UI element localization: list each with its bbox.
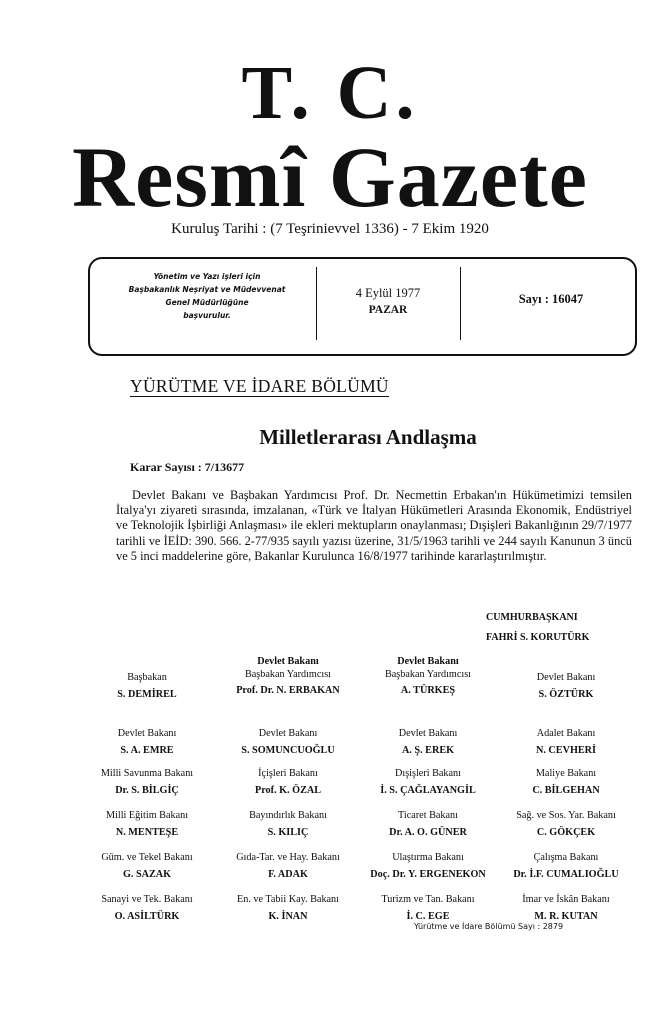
- signatory: [214, 768, 362, 797]
- signatory-name: A. Ş. EREK: [401, 744, 455, 756]
- signatory: [354, 894, 502, 923]
- signatory-name: A. TÜRKEŞ: [400, 685, 456, 696]
- signatory: [492, 768, 640, 797]
- signatory-title: Güm. ve Tekel Bakanı: [101, 852, 193, 863]
- signatory: [73, 728, 221, 757]
- signatory-title: Turizm ve Tan. Bakanı: [381, 894, 475, 905]
- signatory: [214, 852, 362, 881]
- signatory: [73, 894, 221, 923]
- signatory-name: Dr. A. O. GÜNER: [389, 826, 467, 838]
- signatory-title: Başbakan Yardımcısı: [244, 668, 332, 680]
- signatory: [214, 728, 362, 757]
- management-line: Başbakanlık Neşriyat ve Müdevvenat: [128, 285, 286, 294]
- signatory-name: S. SOMUNCUOĞLU: [241, 744, 335, 756]
- signatory-title: İmar ve İskân Bakanı: [522, 894, 610, 905]
- signatory-title: Başbakan Yardımcısı: [384, 668, 472, 680]
- masthead-title: Resmî Gazete: [72, 129, 588, 225]
- info-box-divider: [316, 267, 317, 340]
- signatory-name: Dr. İ.F. CUMALIOĞLU: [513, 868, 619, 880]
- signatory: [73, 852, 221, 881]
- signatory: [354, 852, 502, 881]
- signatory-title: Devlet Bakanı: [258, 728, 318, 739]
- signatory-name: G. SAZAK: [122, 868, 172, 880]
- signatory-name: Prof. K. ÖZAL: [254, 784, 322, 796]
- signatory: [73, 810, 221, 839]
- signatory-title: Adalet Bakanı: [536, 728, 596, 739]
- management-line: Yönetim ve Yazı işleri için: [153, 272, 261, 281]
- masthead-tc: T. C.: [241, 51, 419, 135]
- signatory-name: S. DEMİREL: [117, 688, 177, 700]
- signatory-title: Devlet Bakanı: [398, 728, 458, 739]
- signatory: [492, 672, 640, 701]
- signatory: [214, 894, 362, 923]
- signatory: [492, 894, 640, 923]
- signatory-title: İçişleri Bakanı: [258, 768, 318, 779]
- page-footer: Yürütme ve İdare Bölümü Sayı : 2879: [414, 922, 564, 931]
- signatory-name: S. KILIÇ: [267, 826, 309, 838]
- signatory-title: Çalışma Bakanı: [533, 852, 599, 863]
- signatory-name: Prof. Dr. N. ERBAKAN: [236, 685, 340, 696]
- signatory-name: N. MENTEŞE: [115, 826, 179, 838]
- signatory-name: İ. C. EGE: [406, 910, 450, 922]
- signatory-title: Maliye Bakanı: [535, 768, 597, 779]
- decision-body: Devlet Bakanı ve Başbakan Yardımcısı Prof. Dr. Necmettin Erbakan'ın Hükümetimizi temsilen İtalya'yı ziyareti sırasında, imzalanan, «Türk ve İtalyan Hükümetleri Arasında Ekonomik, Endüstriyel ve Teknolojik İşbirliği Anlaşması» ile ekleri mektupların onaylanması; Dışişleri Bakanlığının 29/7/1977 tarihli ve İEİD: 390. 566. 2-77/935 sayılı yazısı üzerine, 31/5/1963 tarihli ve 244 sayılı Kanunun 3 üncü ve 5 inci maddelerine göre, Bakanlar Kurulunca 16/8/1977 tarihinde kararlaştırılmıştır.: [116, 488, 632, 563]
- signatory-title: Gıda-Tar. ve Hay. Bakanı: [236, 852, 340, 863]
- signatory-name: O. ASİLTÜRK: [114, 910, 180, 922]
- signatory-title: Sanayi ve Tek. Bakanı: [101, 894, 193, 905]
- signatory-title: Devlet Bakanı: [536, 672, 596, 683]
- signatory-title: Sağ. ve Sos. Yar. Bakanı: [516, 810, 616, 821]
- signatory-title: Milli Savunma Bakanı: [100, 768, 194, 779]
- president-title: CUMHURBAŞKANI: [486, 612, 578, 623]
- signatory-title: Bayındırlık Bakanı: [249, 810, 327, 821]
- issue-date-block: [325, 285, 451, 319]
- signatory-name: N. CEVHERİ: [535, 744, 596, 756]
- issue-number: Sayı : 16047: [518, 292, 584, 306]
- signatory-title-primary: Devlet Bakanı: [397, 656, 459, 667]
- signatory-name: S. ÖZTÜRK: [538, 688, 594, 700]
- info-box-divider: [460, 267, 461, 340]
- signatory-name: C. BİLGEHAN: [532, 784, 600, 796]
- section-title: YÜRÜTME VE İDARE BÖLÜMÜ: [130, 376, 389, 396]
- signatory-name: C. GÖKÇEK: [536, 826, 596, 838]
- signatory: [73, 768, 221, 797]
- document-heading: Milletlerarası Andlaşma: [259, 425, 477, 449]
- management-line: başvurulur.: [183, 311, 231, 320]
- signatory-title: En. ve Tabii Kay. Bakanı: [237, 894, 339, 905]
- signatory-title: Ulaştırma Bakanı: [392, 852, 464, 863]
- signatory-title: Devlet Bakanı: [117, 728, 177, 739]
- signatory: [492, 810, 640, 839]
- signatory-name: Doç. Dr. Y. ERGENEKON: [370, 868, 486, 880]
- issue-date: 4 Eylül 1977: [355, 286, 421, 300]
- signatory-name: M. R. KUTAN: [534, 910, 598, 922]
- management-line: Genel Müdürlüğüne: [165, 298, 249, 307]
- signatory-name: F. ADAK: [268, 868, 308, 880]
- signatory-title: Ticaret Bakanı: [398, 810, 458, 821]
- founding-date: Kuruluş Tarihi : (7 Teşrinievvel 1336) - 7 Ekim 1920: [171, 221, 489, 237]
- signatory: [354, 728, 502, 757]
- signatory-name: K. İNAN: [268, 910, 308, 922]
- signatory-name: S. A. EMRE: [120, 744, 174, 756]
- signatory: [492, 728, 640, 757]
- signatory: [354, 768, 502, 797]
- signatory: [354, 656, 502, 698]
- signatory-title: Milli Eğitim Bakanı: [105, 810, 189, 821]
- signatory: [354, 810, 502, 839]
- signatory-name: Dr. S. BİLGİÇ: [115, 784, 179, 796]
- signatory: [214, 810, 362, 839]
- issue-weekday: PAZAR: [368, 304, 408, 316]
- signatory: [492, 852, 640, 881]
- signatory-title: Başbakan: [127, 672, 167, 683]
- signatory-title: Dışişleri Bakanı: [395, 768, 461, 779]
- management-notice: [100, 270, 314, 322]
- signatory: [214, 656, 362, 698]
- signatory-name: İ. S. ÇAĞLAYANGİL: [380, 784, 476, 796]
- decision-number: Karar Sayısı : 7/13677: [130, 460, 245, 474]
- signatory: [73, 672, 221, 701]
- president-name: FAHRİ S. KORUTÜRK: [486, 632, 590, 643]
- signatory-title-primary: Devlet Bakanı: [257, 656, 319, 667]
